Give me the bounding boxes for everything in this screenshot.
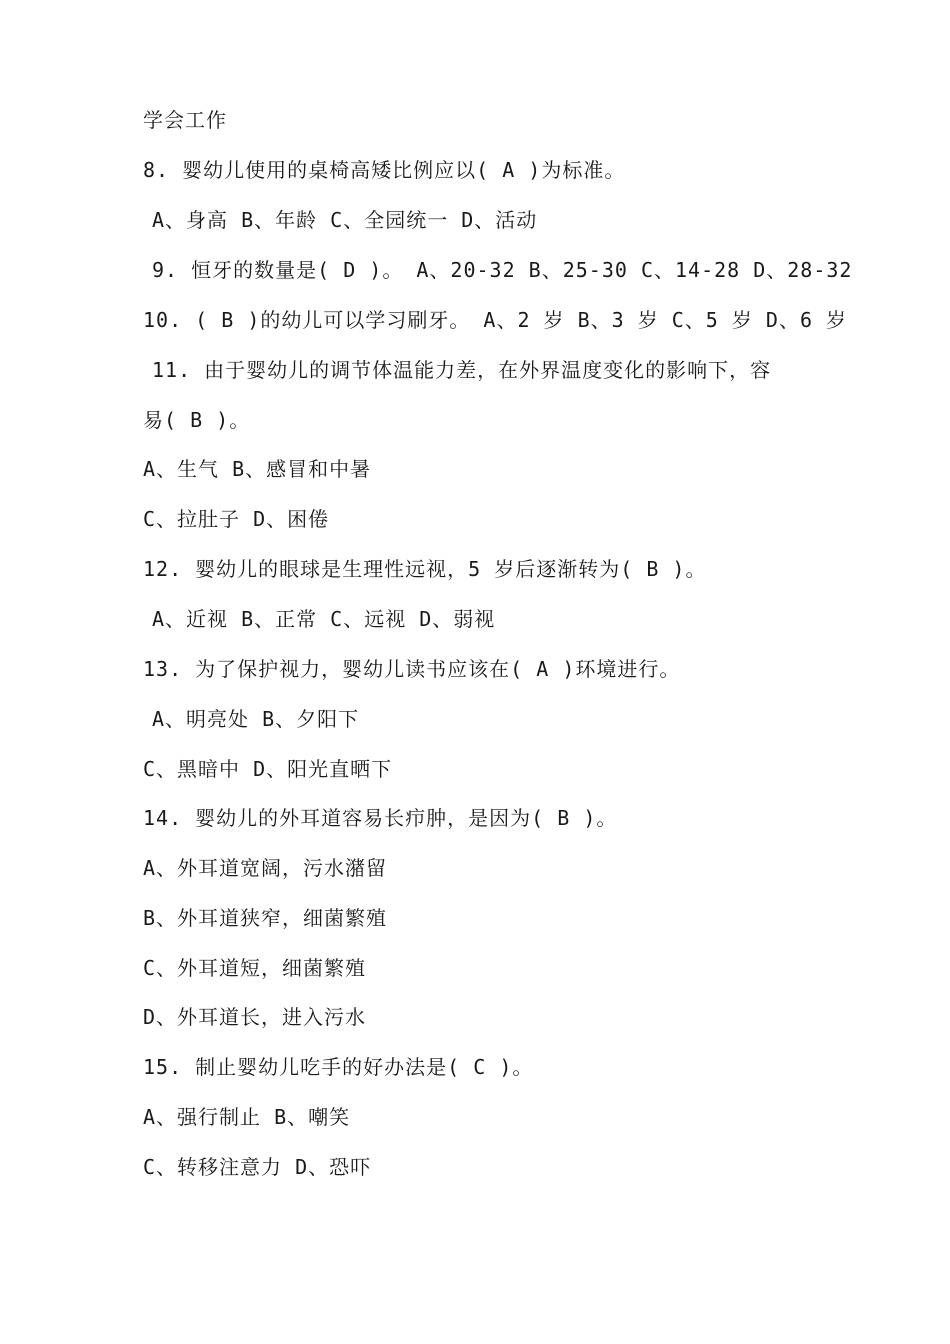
question-11-options-ab: A、生气 B、感冒和中暑: [143, 457, 372, 481]
question-9: 9. 恒牙的数量是( D )。 A、20-32 B、25-30 C、14-28 D、28-32: [152, 258, 853, 282]
question-14-option-d: D、外耳道长，进入污水: [143, 1005, 367, 1029]
question-13-options-ab: A、明亮处 B、夕阳下: [152, 707, 360, 731]
question-14-option-b: B、外耳道狭窄，细菌繁殖: [143, 906, 388, 930]
question-12: 12. 婴幼儿的眼球是生理性远视，5 岁后逐渐转为( B )。: [143, 557, 707, 581]
question-14: 14. 婴幼儿的外耳道容易长疖肿，是因为( B )。: [143, 806, 618, 830]
question-8-options: A、身高 B、年龄 C、全园统一 D、活动: [152, 208, 538, 232]
question-15-options-ab: A、强行制止 B、嘲笑: [143, 1105, 351, 1129]
question-13: 13. 为了保护视力，婴幼儿读书应该在( A )环境进行。: [143, 657, 681, 681]
question-11-options-cd: C、拉肚子 D、困倦: [143, 507, 330, 531]
question-11-continued: 易( B )。: [143, 408, 251, 432]
question-15-options-cd: C、转移注意力 D、恐吓: [143, 1155, 372, 1179]
question-8: 8. 婴幼儿使用的桌椅高矮比例应以( A )为标准。: [143, 158, 626, 182]
text-line-heading: 学会工作: [143, 108, 227, 132]
question-13-options-cd: C、黑暗中 D、阳光直晒下: [143, 757, 393, 781]
question-15: 15. 制止婴幼儿吃手的好办法是( C )。: [143, 1055, 534, 1079]
question-12-options: A、近视 B、正常 C、远视 D、弱视: [152, 607, 496, 631]
question-10: 10. ( B )的幼儿可以学习刷牙。 A、2 岁 B、3 岁 C、5 岁 D、6 岁: [143, 308, 848, 332]
question-11: 11. 由于婴幼儿的调节体温能力差，在外界温度变化的影响下，容: [152, 358, 772, 382]
question-14-option-a: A、外耳道宽阔，污水潴留: [143, 856, 388, 880]
question-14-option-c: C、外耳道短，细菌繁殖: [143, 956, 367, 980]
